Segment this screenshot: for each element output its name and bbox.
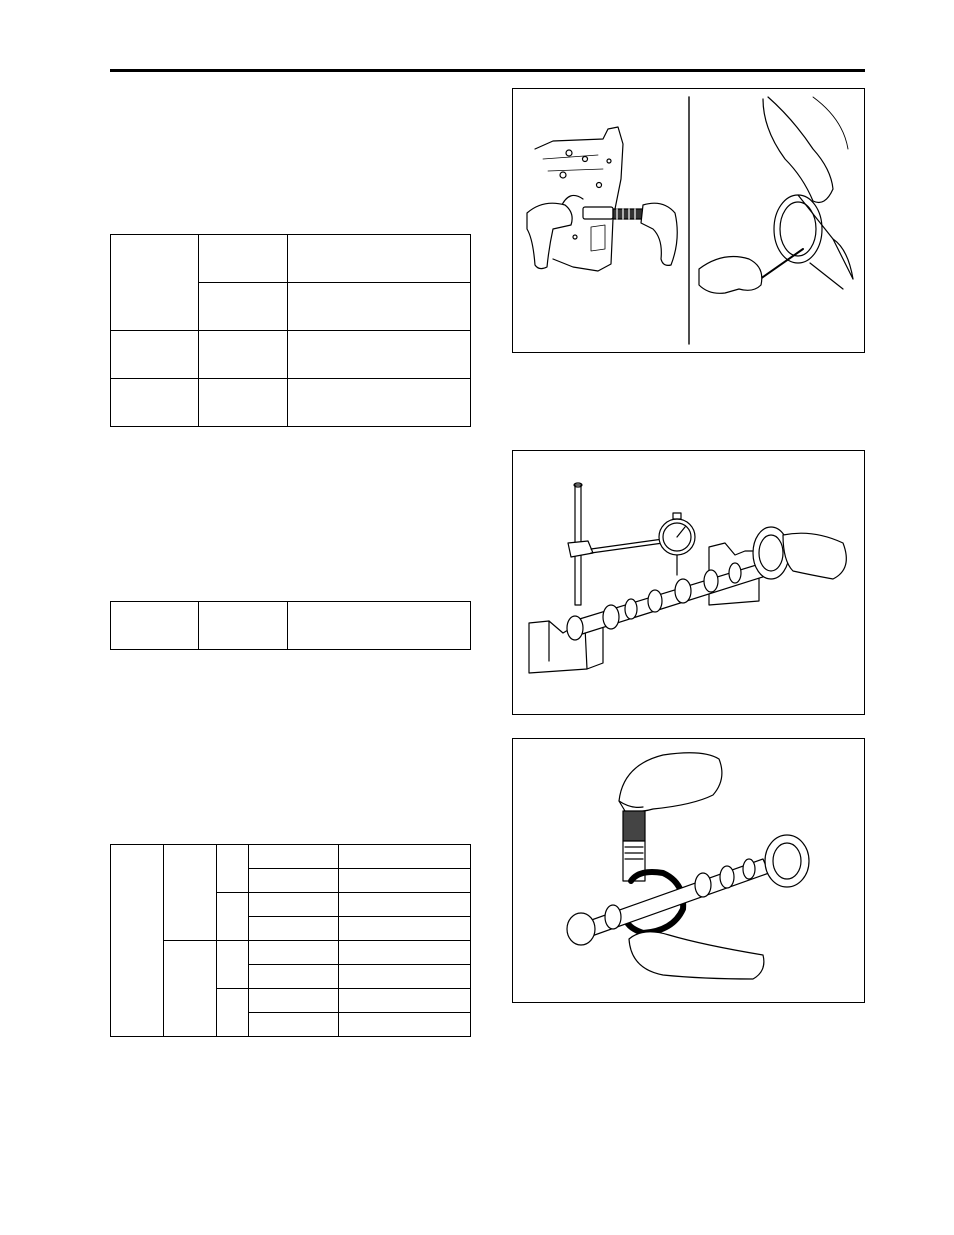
- table-row: [111, 235, 471, 283]
- table-cell: [164, 845, 217, 941]
- table-cell: [339, 869, 471, 893]
- table-cell: [339, 941, 471, 965]
- spec-table-3: [110, 844, 471, 1037]
- figure-measurement-illustration: [512, 88, 865, 353]
- table-cell: [288, 283, 471, 331]
- figure-runout-illustration: [512, 450, 865, 715]
- spec-table-1: [110, 234, 471, 427]
- table-cell: [288, 235, 471, 283]
- table-cell: [339, 989, 471, 1013]
- table-row: [111, 602, 471, 650]
- table-cell: [111, 845, 164, 1037]
- table-row: [111, 379, 471, 427]
- table-cell: [217, 941, 249, 989]
- table-cell: [199, 283, 288, 331]
- table-cell: [199, 602, 288, 650]
- table-cell: [249, 869, 339, 893]
- measurement-illustration: [513, 89, 864, 352]
- table-cell: [339, 893, 471, 917]
- table-cell: [339, 965, 471, 989]
- table-cell: [249, 845, 339, 869]
- figure-cam-lobe-illustration: [512, 738, 865, 1003]
- table-cell: [217, 989, 249, 1037]
- spec-table-2: [110, 601, 471, 650]
- table-cell: [288, 602, 471, 650]
- table-cell: [111, 379, 199, 427]
- table-cell: [339, 917, 471, 941]
- table-row: [111, 941, 471, 965]
- header-rule: [110, 69, 865, 72]
- table-cell: [249, 893, 339, 917]
- cam-lobe-illustration: [513, 739, 864, 1002]
- table-cell: [288, 379, 471, 427]
- table-cell: [111, 602, 199, 650]
- table-cell: [249, 989, 339, 1013]
- table-cell: [217, 845, 249, 893]
- table-cell: [111, 331, 199, 379]
- table-cell: [339, 845, 471, 869]
- runout-illustration: [513, 451, 864, 714]
- table-cell: [164, 941, 217, 1037]
- table-cell: [249, 941, 339, 965]
- table-cell: [249, 1013, 339, 1037]
- table-cell: [339, 1013, 471, 1037]
- table-cell: [199, 331, 288, 379]
- table-cell: [111, 235, 199, 331]
- table-cell: [199, 379, 288, 427]
- table-row: [111, 331, 471, 379]
- table-cell: [249, 965, 339, 989]
- table-cell: [199, 235, 288, 283]
- table-cell: [249, 917, 339, 941]
- table-cell: [217, 893, 249, 941]
- table-row: [111, 845, 471, 869]
- table-cell: [288, 331, 471, 379]
